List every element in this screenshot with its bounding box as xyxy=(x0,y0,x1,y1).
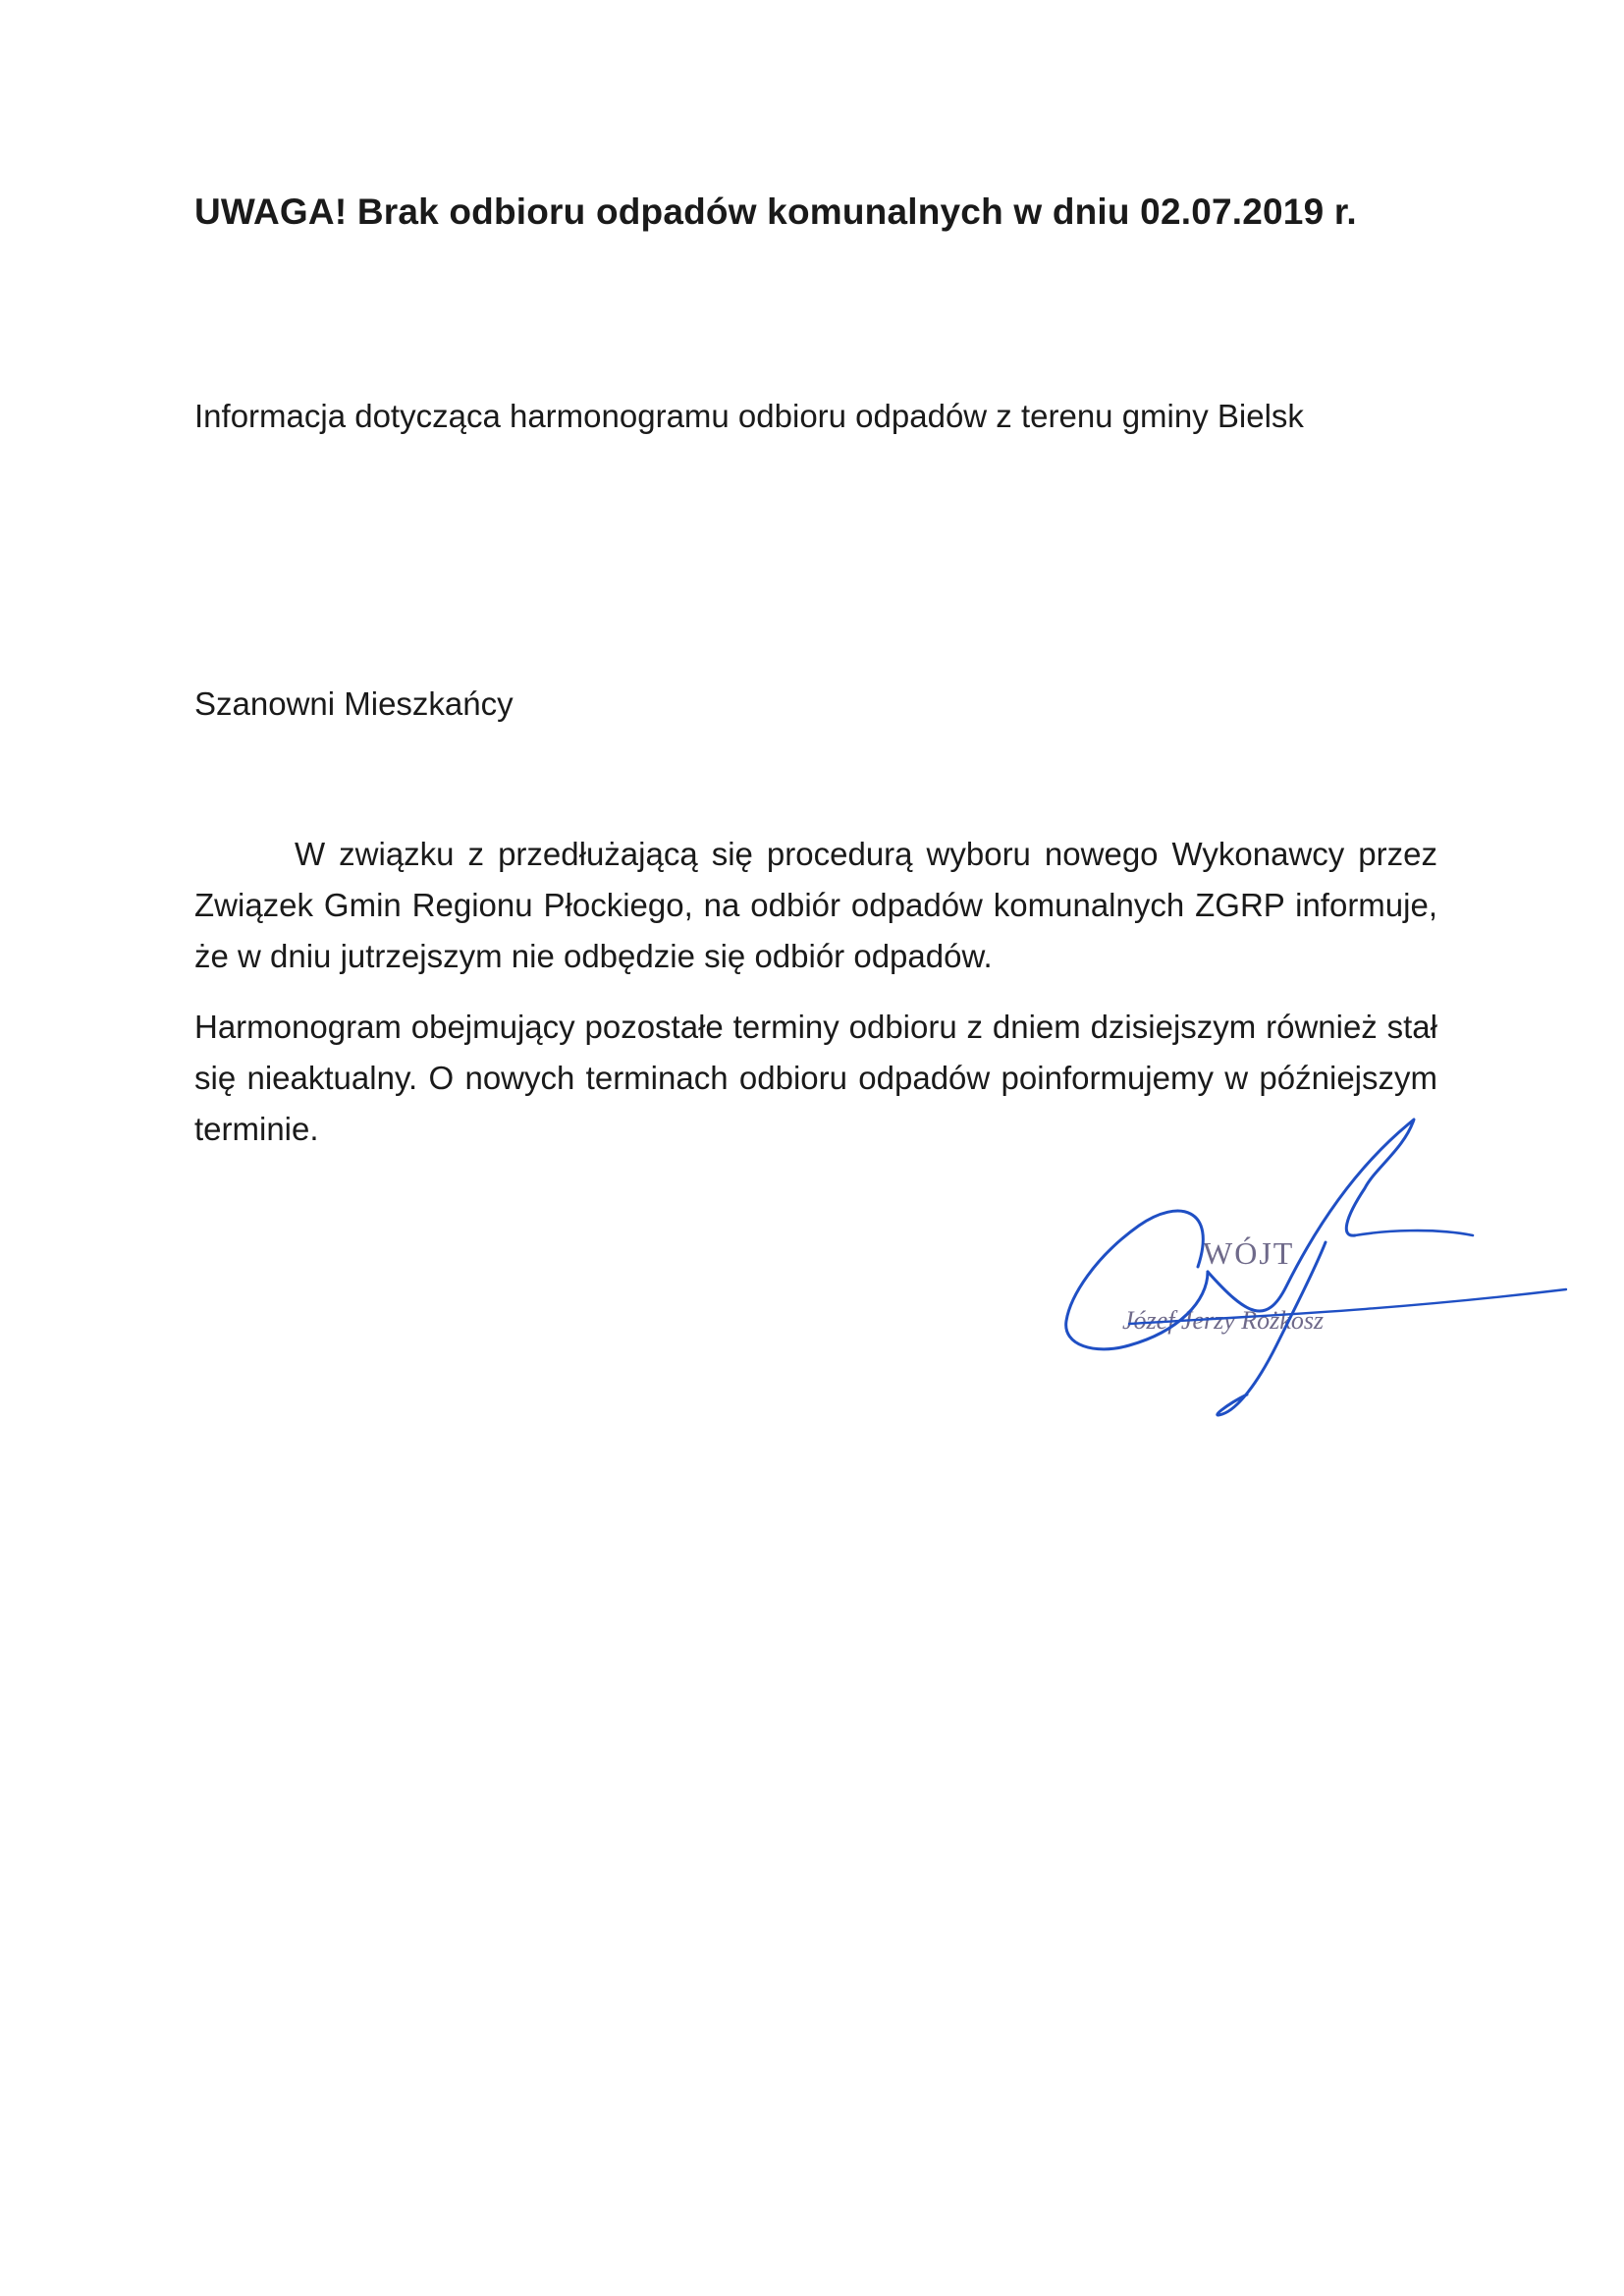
handwritten-signature xyxy=(1060,1110,1610,1434)
salutation: Szanowni Mieszkańcy xyxy=(194,685,514,722)
signature-block xyxy=(1060,1110,1610,1434)
notice-heading: UWAGA! Brak odbioru odpadów komunalnych w dniu 02.07.2019 r. xyxy=(194,191,1357,232)
body-paragraph-1: W związku z przedłużającą się procedurą wyboru nowego Wykonawcy przez Związek Gmin Regionu Płockiego, na odbiór odpadów komunalnych ZGRP informuje, że w dniu jutrzejszym nie odbędzie się odbiór odpadów. xyxy=(194,836,1437,974)
stamp-title: WÓJT xyxy=(1203,1235,1295,1271)
stamp-name: Józef Jerzy Rożkosz xyxy=(1122,1306,1325,1335)
notice-subheading: Informacja dotycząca harmonogramu odbioru odpadów z terenu gminy Bielsk xyxy=(194,398,1304,434)
body-paragraph-2: Harmonogram obejmujący pozostałe terminy odbioru z dniem dzisiejszym również stał się nieaktualny. O nowych terminach odbioru odpadów poinformujemy w późniejszym terminie. xyxy=(194,1009,1437,1147)
